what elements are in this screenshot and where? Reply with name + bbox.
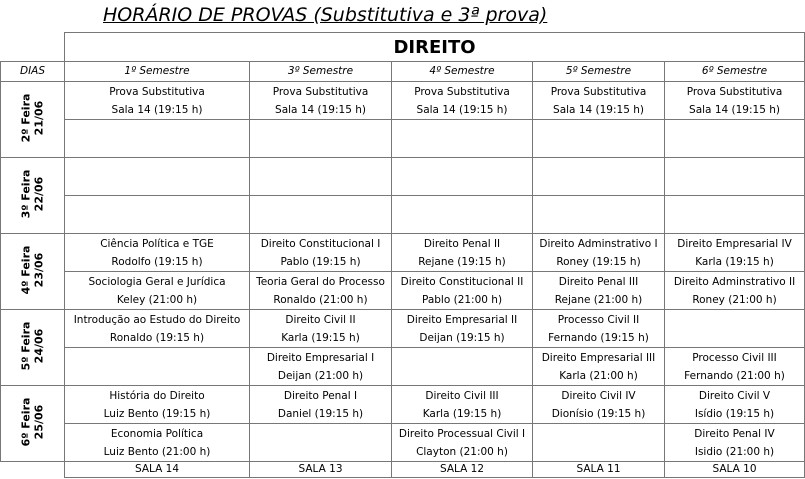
- schedule-row: [1, 310, 805, 348]
- exam-detail: Isídio (19:15 h): [694, 407, 775, 420]
- exam-cell: [392, 234, 533, 272]
- exam-cell: [65, 234, 250, 272]
- exam-subject: Sociologia Geral e Jurídica: [88, 275, 226, 288]
- schedule-row: [1, 158, 805, 196]
- room-label: SALA 11: [533, 462, 665, 478]
- schedule-row: [1, 196, 805, 234]
- exam-cell: [250, 158, 392, 196]
- day-cell: [1, 386, 65, 462]
- weekday-text: 3º Feira: [19, 169, 33, 218]
- exam-subject: Direito Empresarial I: [266, 351, 375, 364]
- exam-cell: [392, 386, 533, 424]
- page-title: HORÁRIO DE PROVAS (Substitutiva e 3ª prova): [103, 4, 548, 26]
- exam-subject: Processo Civil III: [692, 351, 777, 364]
- exam-subject: Direito Penal IV: [694, 427, 775, 440]
- date-text: 21/06: [32, 100, 46, 135]
- exam-subject: Direito Penal II: [423, 237, 501, 250]
- exam-cell: [65, 348, 250, 386]
- footer-blank: [1, 462, 65, 478]
- exam-schedule-table: [0, 32, 805, 478]
- exam-detail: Ronaldo (19:15 h): [109, 331, 205, 344]
- schedule-row: [1, 82, 805, 120]
- exam-detail: Karla (19:15 h): [281, 331, 360, 344]
- exam-cell: [665, 348, 805, 386]
- exam-subject: Introdução ao Estudo do Direito: [73, 313, 241, 326]
- exam-cell: [250, 310, 392, 348]
- exam-cell: [392, 424, 533, 462]
- exam-cell: [665, 310, 805, 348]
- exam-cell: [65, 272, 250, 310]
- semester-header: 1º Semestre: [65, 62, 250, 82]
- exam-cell: [392, 158, 533, 196]
- exam-subject: Direito Constitucional I: [260, 237, 381, 250]
- exam-cell: [392, 272, 533, 310]
- exam-cell: [533, 158, 665, 196]
- exam-detail: Sala 14 (19:15 h): [275, 103, 366, 116]
- exam-subject: Direito Civil IV: [561, 389, 636, 402]
- room-label: SALA 13: [250, 462, 392, 478]
- exam-detail: Roney (21:00 h): [692, 293, 777, 306]
- day-cell: [1, 82, 65, 158]
- exam-subject: Prova Substitutiva: [109, 85, 205, 98]
- exam-subject: Processo Civil II: [557, 313, 640, 326]
- exam-subject: Direito Penal I: [283, 389, 358, 402]
- day-cell: [1, 310, 65, 386]
- exam-cell: [65, 310, 250, 348]
- exam-cell: [533, 234, 665, 272]
- schedule-row: [1, 234, 805, 272]
- exam-detail: Sala 14 (19:15 h): [689, 103, 780, 116]
- exam-subject: História do Direito: [109, 389, 205, 402]
- exam-detail: Keley (21:00 h): [116, 293, 198, 306]
- exam-subject: Teoria Geral do Processo: [256, 275, 385, 288]
- exam-cell: [665, 234, 805, 272]
- exam-subject: Prova Substitutiva: [686, 85, 783, 98]
- exam-cell: [65, 158, 250, 196]
- exam-detail: Daniel (19:15 h): [277, 407, 364, 420]
- weekday-text: 4º Feira: [19, 245, 33, 294]
- day-label: [20, 245, 46, 294]
- schedule-row: [1, 348, 805, 386]
- semester-header: 3º Semestre: [250, 62, 392, 82]
- exam-cell: [392, 348, 533, 386]
- footer-row: [1, 462, 805, 478]
- exam-cell: [665, 120, 805, 158]
- semester-header: 6º Semestre: [665, 62, 805, 82]
- weekday-text: 2º Feira: [19, 93, 33, 142]
- date-text: 22/06: [32, 176, 46, 211]
- room-label: SALA 14: [65, 462, 250, 478]
- exam-detail: Fernando (19:15 h): [548, 331, 649, 344]
- exam-cell: [65, 120, 250, 158]
- exam-subject: Direito Constitucional II: [400, 275, 524, 288]
- exam-subject: Direito Adminstrativo II: [673, 275, 796, 288]
- exam-subject: Direito Empresarial IV: [677, 237, 792, 250]
- exam-cell: [250, 348, 392, 386]
- exam-cell: [533, 310, 665, 348]
- exam-cell: [65, 82, 250, 120]
- exam-subject: Prova Substitutiva: [550, 85, 647, 98]
- exam-subject: Prova Substitutiva: [414, 85, 510, 98]
- exam-cell: [65, 386, 250, 424]
- exam-detail: Sala 14 (19:15 h): [553, 103, 644, 116]
- exam-detail: Rejane (19:15 h): [418, 255, 506, 268]
- exam-cell: [665, 272, 805, 310]
- exam-subject: Direito Civil V: [698, 389, 771, 402]
- exam-cell: [250, 424, 392, 462]
- exam-subject: Direito Civil II: [285, 313, 356, 326]
- weekday-text: 6º Feira: [19, 397, 33, 446]
- exam-subject: Direito Penal III: [558, 275, 639, 288]
- semester-header: 5º Semestre: [533, 62, 665, 82]
- exam-cell: [533, 386, 665, 424]
- exam-cell: [250, 82, 392, 120]
- day-cell: [1, 158, 65, 234]
- days-header: DIAS: [1, 62, 65, 82]
- exam-cell: [392, 196, 533, 234]
- day-label: [20, 169, 46, 218]
- exam-cell: [250, 386, 392, 424]
- exam-detail: Pablo (19:15 h): [280, 255, 361, 268]
- exam-detail: Deijan (19:15 h): [419, 331, 505, 344]
- exam-subject: Direito Adminstrativo I: [539, 237, 658, 250]
- room-label: SALA 10: [665, 462, 805, 478]
- exam-subject: Prova Substitutiva: [272, 85, 369, 98]
- schedule-row: [1, 424, 805, 462]
- corner-blank: [1, 33, 65, 62]
- exam-detail: Pablo (21:00 h): [421, 293, 503, 306]
- weekday-text: 5º Feira: [19, 321, 33, 370]
- exam-detail: Karla (19:15 h): [422, 407, 502, 420]
- exam-detail: Luiz Bento (19:15 h): [103, 407, 211, 420]
- day-label: [20, 93, 46, 142]
- exam-cell: [533, 120, 665, 158]
- exam-cell: [665, 82, 805, 120]
- day-label: [20, 397, 46, 446]
- exam-subject: Direito Processual Civil I: [398, 427, 526, 440]
- exam-subject: Economia Política: [110, 427, 204, 440]
- exam-detail: Sala 14 (19:15 h): [111, 103, 203, 116]
- exam-detail: Rodolfo (19:15 h): [111, 255, 203, 268]
- exam-cell: [533, 348, 665, 386]
- exam-detail: Karla (21:00 h): [559, 369, 638, 382]
- exam-cell: [392, 120, 533, 158]
- exam-cell: [665, 424, 805, 462]
- day-cell: [1, 234, 65, 310]
- exam-subject: Ciência Política e TGE: [100, 237, 214, 250]
- exam-cell: [250, 234, 392, 272]
- day-label: [20, 321, 46, 370]
- exam-cell: [65, 196, 250, 234]
- semester-header: 4º Semestre: [392, 62, 533, 82]
- room-label: SALA 12: [392, 462, 533, 478]
- exam-detail: Rejane (21:00 h): [554, 293, 643, 306]
- exam-detail: Dionísio (19:15 h): [551, 407, 646, 420]
- exam-cell: [533, 82, 665, 120]
- exam-detail: Karla (19:15 h): [695, 255, 774, 268]
- exam-detail: Ronaldo (21:00 h): [273, 293, 368, 306]
- exam-cell: [392, 310, 533, 348]
- date-text: 24/06: [32, 328, 46, 363]
- exam-detail: Roney (19:15 h): [556, 255, 641, 268]
- exam-subject: Direito Empresarial II: [406, 313, 518, 326]
- exam-detail: Isidio (21:00 h): [694, 445, 775, 458]
- exam-cell: [250, 196, 392, 234]
- exam-cell: [533, 424, 665, 462]
- exam-cell: [250, 272, 392, 310]
- schedule-row: [1, 120, 805, 158]
- course-title: DIREITO: [65, 33, 805, 62]
- exam-subject: Direito Empresarial III: [541, 351, 656, 364]
- date-text: 25/06: [32, 404, 46, 439]
- exam-cell: [392, 82, 533, 120]
- schedule-row: [1, 272, 805, 310]
- exam-cell: [533, 272, 665, 310]
- exam-cell: [65, 424, 250, 462]
- exam-detail: Fernando (21:00 h): [684, 369, 785, 382]
- exam-subject: Direito Civil III: [425, 389, 499, 402]
- exam-cell: [250, 120, 392, 158]
- date-text: 23/06: [32, 252, 46, 287]
- exam-detail: Deijan (21:00 h): [277, 369, 364, 382]
- exam-detail: Luiz Bento (21:00 h): [103, 445, 211, 458]
- exam-detail: Sala 14 (19:15 h): [416, 103, 508, 116]
- exam-detail: Clayton (21:00 h): [416, 445, 508, 458]
- exam-cell: [665, 196, 805, 234]
- exam-cell: [533, 196, 665, 234]
- exam-cell: [665, 158, 805, 196]
- exam-cell: [665, 386, 805, 424]
- schedule-row: [1, 386, 805, 424]
